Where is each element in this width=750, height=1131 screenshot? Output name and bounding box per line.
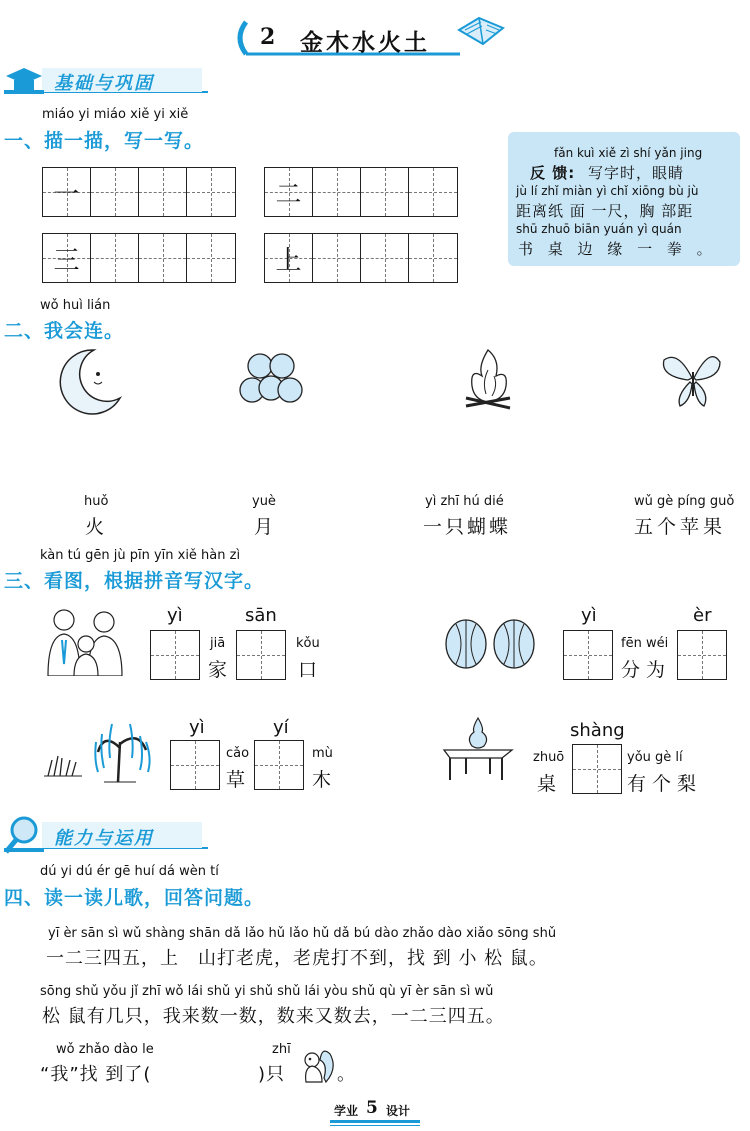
feedback-label: 反 馈:	[530, 164, 576, 182]
q3-pinyin-shang: shàng	[570, 720, 625, 741]
writing-grid-3[interactable]	[42, 233, 236, 283]
q3-char-yougeli: 有个梨	[627, 773, 703, 795]
q1-title: 一、描一描，写一写。	[4, 130, 205, 152]
q4-pinyin: dú yi dú ér gē huí dá wèn tí	[40, 864, 219, 879]
lesson-number: 2	[260, 24, 276, 50]
grid-char: 上	[275, 246, 302, 276]
section-banner-ability	[2, 814, 212, 854]
answer-box-7[interactable]	[572, 744, 622, 794]
feedback-line-1: 写字时，眼睛	[588, 164, 685, 182]
answer-pinyin-a: wǒ zhǎo dào le	[56, 1042, 154, 1057]
family-image	[42, 604, 134, 676]
lesson-header	[232, 20, 474, 56]
q3-char-kou: 口	[298, 659, 319, 681]
section-title-ability: 能力与运用	[54, 828, 154, 849]
fire-image	[460, 346, 516, 412]
answer-box-1[interactable]	[150, 630, 200, 680]
poem-pinyin-1: yī èr sān sì wǔ shàng shān dǎ lǎo hǔ lǎo hǔ dǎ bú dào zhǎo dào xiǎo sōng shǔ	[48, 926, 557, 941]
q3-char-cao: 草	[226, 769, 247, 791]
word-2[interactable]: 月	[254, 516, 275, 538]
watermelon-image	[442, 616, 538, 672]
q2-pinyin: wǒ huì lián	[40, 298, 111, 313]
poem-line-1: 一二三四五，上 山打老虎，老虎打不到，找 到 小 松 鼠。	[46, 948, 548, 969]
q4-title: 四、读一读儿歌，回答问题。	[4, 887, 265, 909]
q3-pinyin-yi-1: yì	[167, 605, 183, 626]
answer-box-3[interactable]	[563, 630, 613, 680]
footer-right: 设计	[386, 1104, 411, 1118]
apples-image	[238, 348, 304, 410]
grid-char: 三	[53, 246, 80, 276]
word-3[interactable]: 一只蝴蝶	[423, 516, 512, 538]
feedback-pinyin-1: fǎn kuì xiě zì shí yǎn jing	[554, 146, 703, 160]
writing-grid-2[interactable]	[264, 167, 458, 217]
butterfly-image	[658, 348, 724, 410]
section-banner-basic	[2, 62, 212, 98]
answer-box-5[interactable]	[170, 740, 220, 790]
grid-char: 二	[275, 180, 302, 210]
answer-blank[interactable]	[188, 1060, 252, 1084]
word-pinyin-4: wǔ gè píng guǒ	[634, 494, 735, 509]
q3-pinyin-yi-3: yì	[189, 717, 205, 738]
q3-pinyin-san: sān	[245, 605, 277, 626]
q3-pinyin-mu: mù	[312, 746, 333, 761]
lesson-title: 金木水火土	[300, 30, 430, 56]
footer-rule	[330, 1120, 420, 1123]
word-4[interactable]: 五个苹果	[634, 516, 727, 538]
feedback-pinyin-2: jù lí zhǐ miàn yì chǐ xiōng bù jù	[516, 184, 699, 198]
answer-box-2[interactable]	[236, 630, 286, 680]
q3-pinyin-jia: jiā	[210, 636, 226, 651]
page-footer	[330, 1100, 420, 1128]
feedback-pinyin-3: shū zhuō biān yuán yì quán	[516, 222, 682, 236]
writing-grid-4[interactable]	[264, 233, 458, 283]
squirrel-image	[300, 1046, 338, 1086]
q3-pinyin-er: èr	[693, 605, 712, 626]
answer-box-6[interactable]	[254, 740, 304, 790]
section-title-basic: 基础与巩固	[54, 73, 154, 94]
feedback-line-3: 书 桌 边 缘 一 拳 。	[518, 240, 717, 258]
q3-pinyin-yougeli: yǒu gè lí	[627, 750, 683, 765]
answer-suffix: )只	[258, 1064, 286, 1085]
q3-pinyin-yi-2: yì	[581, 605, 597, 626]
feedback-label-text: 反 馈	[530, 164, 569, 182]
q3-pinyin-cao: cǎo	[226, 746, 250, 761]
footer-left: 学业	[334, 1104, 359, 1118]
q3-pinyin-zhuo: zhuō	[533, 750, 565, 765]
page-number: 5	[366, 1098, 378, 1118]
word-pinyin-3: yì zhī hú dié	[425, 494, 504, 509]
answer-end: 。	[337, 1064, 356, 1085]
footer-rule-2	[330, 1125, 420, 1126]
word-pinyin-2: yuè	[252, 494, 276, 509]
answer-prefix: “我”找 到了(	[40, 1064, 152, 1085]
q3-char-mu: 木	[312, 769, 333, 791]
word-1[interactable]: 火	[85, 516, 106, 538]
book-icon	[455, 10, 507, 50]
q3-char-fenwei: 分为	[621, 659, 672, 681]
q2-title: 二、我会连。	[4, 320, 125, 342]
q3-pinyin-fenwei: fēn wéi	[621, 636, 669, 651]
answer-pinyin-b: zhī	[272, 1042, 291, 1057]
q3-title: 三、看图，根据拼音写汉字。	[4, 570, 265, 592]
feedback-box	[508, 132, 740, 266]
q3-char-zhuo: 桌	[537, 773, 558, 795]
grass-tree-image	[42, 712, 158, 784]
poem-line-2: 松 鼠有几只，我来数一数，数来又数去，一二三四五。	[42, 1006, 505, 1027]
word-pinyin-1: huǒ	[84, 494, 109, 509]
answer-box-4[interactable]	[677, 630, 727, 680]
feedback-line-2: 距离纸 面 一尺，胸 部距	[516, 202, 694, 220]
q3-pinyin: kàn tú gēn jù pīn yīn xiě hàn zì	[40, 548, 241, 563]
moon-image	[58, 346, 128, 416]
grid-char: 一	[53, 180, 80, 210]
q3-pinyin-kou: kǒu	[296, 636, 320, 651]
poem-pinyin-2: sōng shǔ yǒu jǐ zhī wǒ lái shǔ yi shǔ shǔ lái yòu shǔ qù yī èr sān sì wǔ	[40, 984, 494, 999]
q3-pinyin-yi-4: yí	[273, 717, 289, 738]
writing-grid-1[interactable]	[42, 167, 236, 217]
table-pear-image	[442, 716, 514, 782]
q3-char-jia: 家	[208, 659, 229, 681]
q1-pinyin: miáo yi miáo xiě yi xiě	[42, 107, 189, 122]
